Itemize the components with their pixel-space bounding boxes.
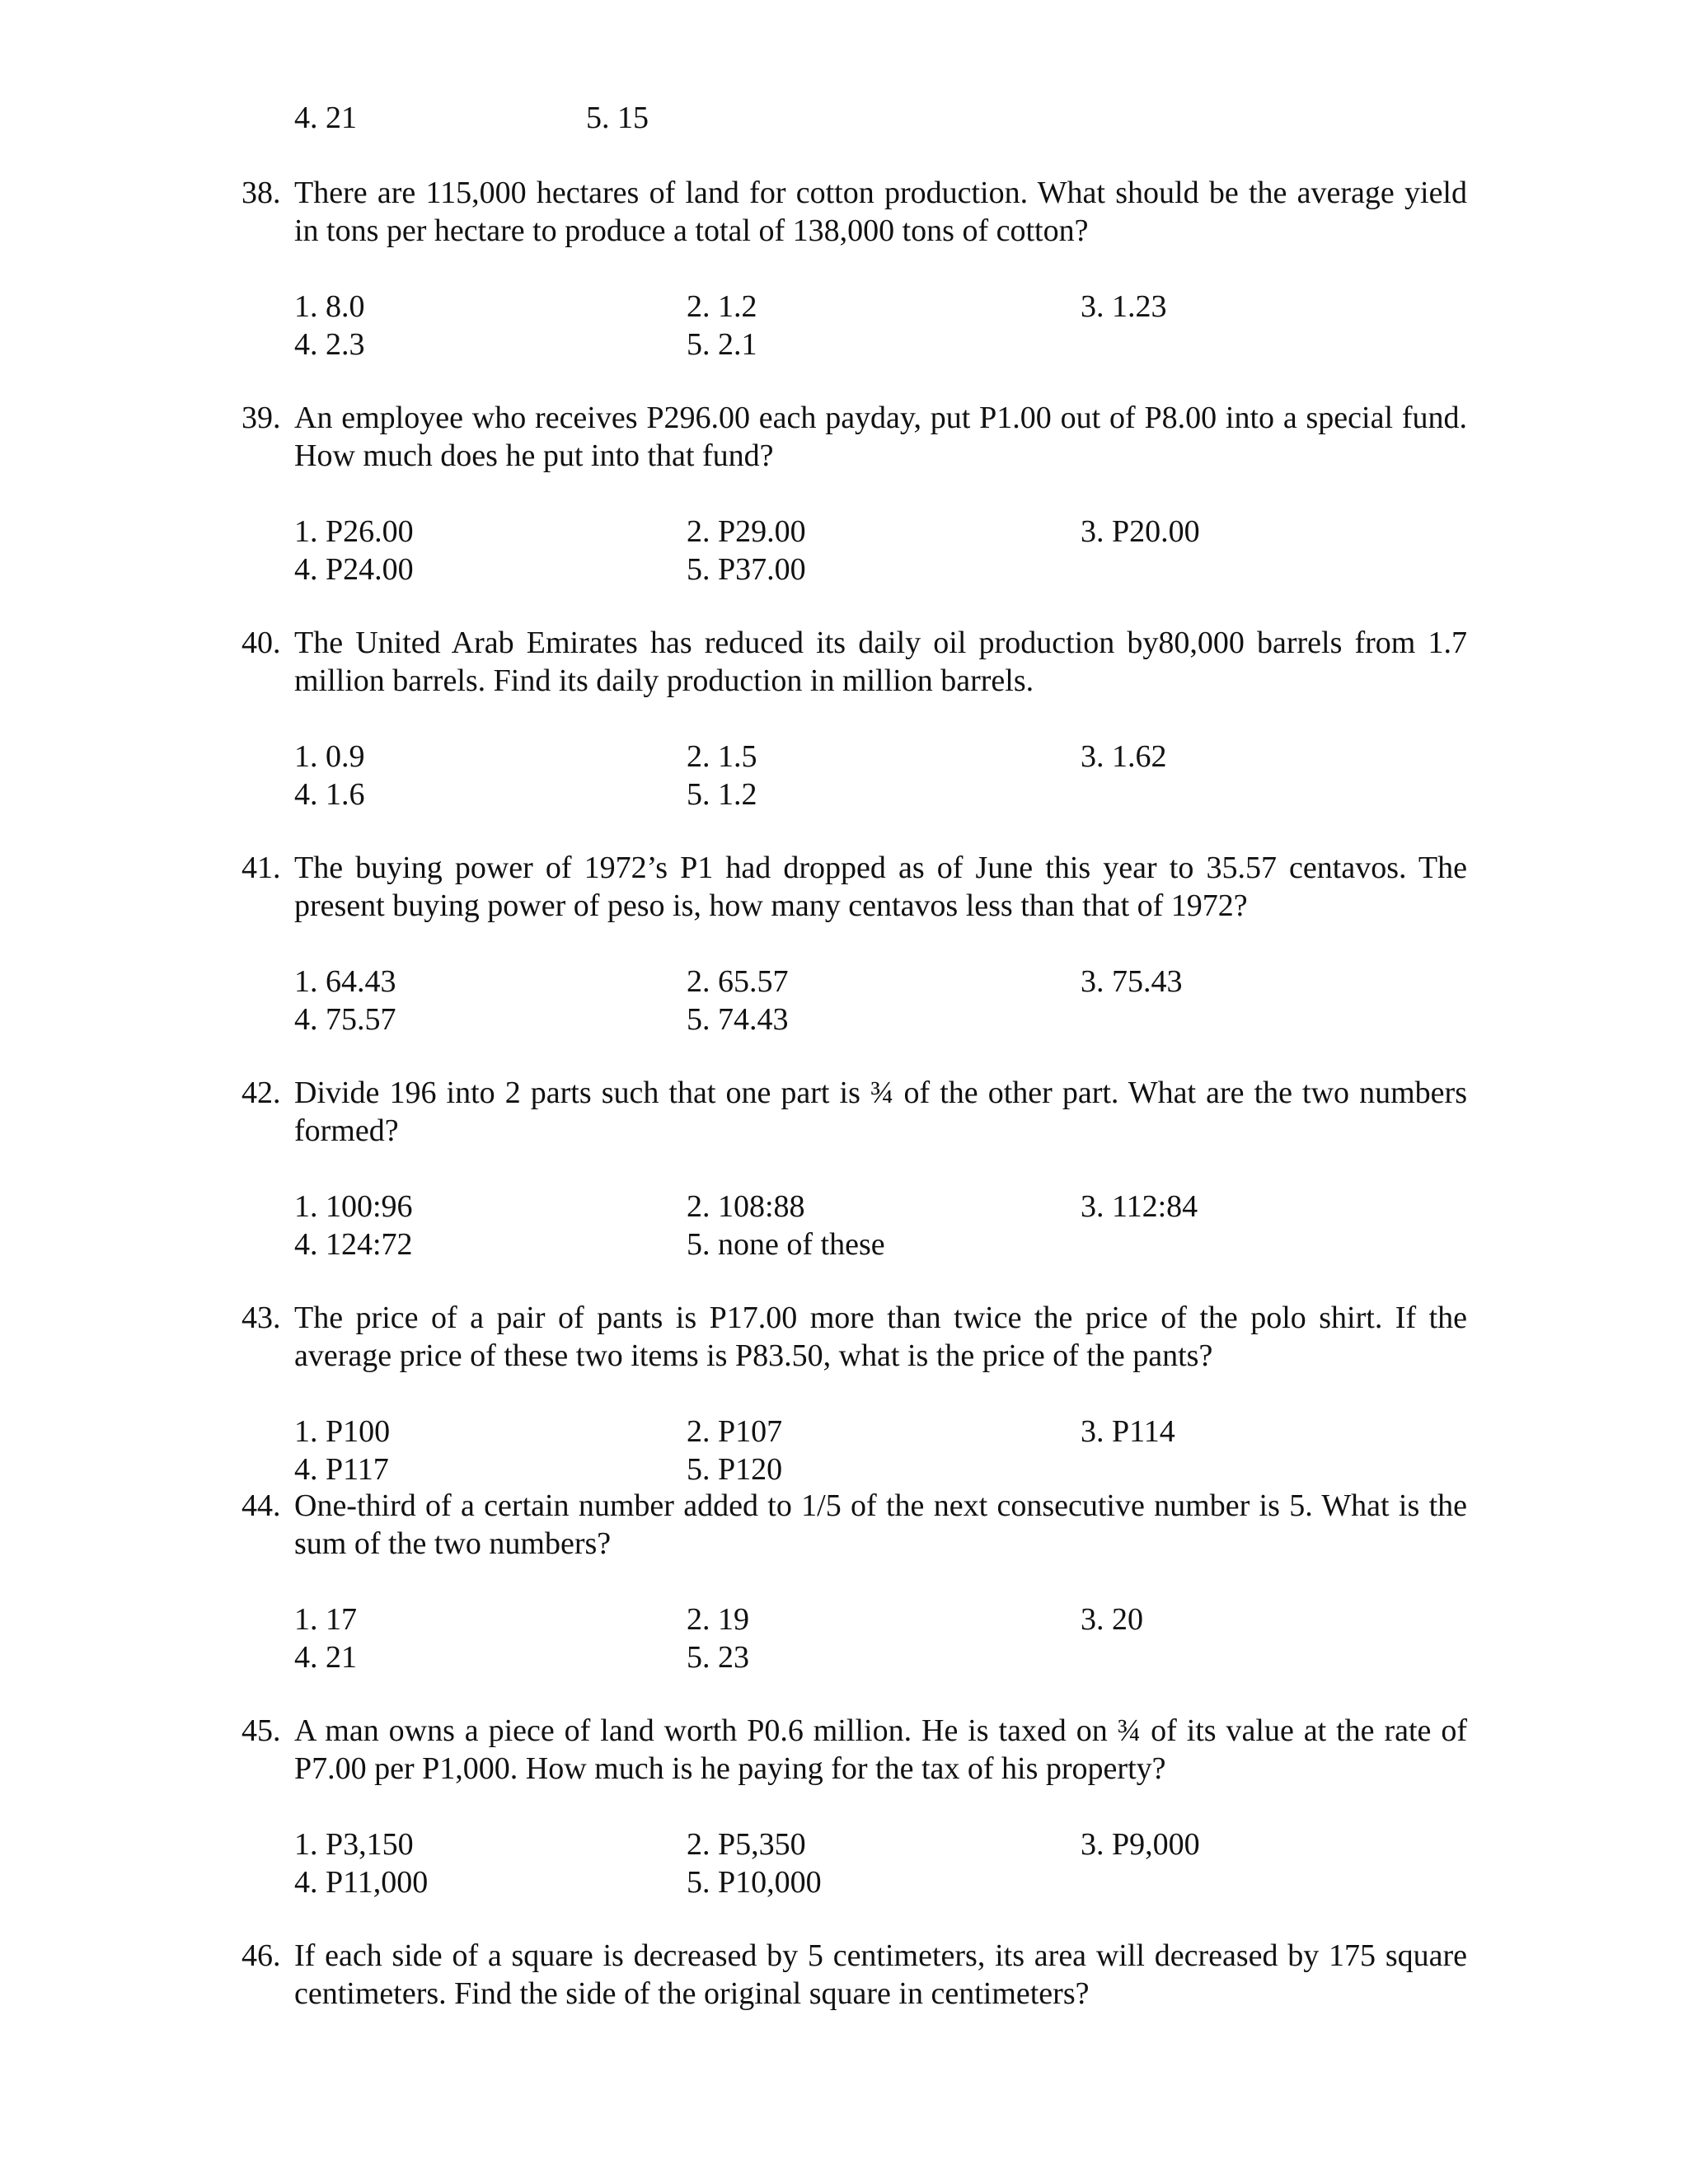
question-body: If each side of a square is decreased by 5 centimeters, its area will decreased by 175 square centimeters. Find the side of the original square in centimeters? [294, 1938, 1467, 2011]
choice-row [294, 1001, 1467, 1038]
choice: 3. P9,000 [1081, 1827, 1200, 1862]
choice: 5. none of these [687, 1227, 885, 1262]
question-text [241, 1487, 1467, 1563]
choice-row [294, 1825, 1467, 1863]
question-41 [241, 849, 1467, 1038]
choice: 5. 15 [586, 101, 649, 135]
choice-list [294, 288, 1467, 363]
choice: 5. 1.2 [687, 777, 757, 812]
choice-row [294, 1863, 1467, 1901]
choice: 4. 1.6 [294, 777, 365, 812]
choice: 1. 100:96 [294, 1189, 413, 1224]
question-text [241, 1937, 1467, 2013]
choice-row [294, 963, 1467, 1001]
choice-list [294, 963, 1467, 1038]
choice: 2. 65.57 [687, 964, 789, 999]
choice: 5. P37.00 [687, 552, 806, 587]
choice: 1. 64.43 [294, 964, 396, 999]
choice: 1. P100 [294, 1414, 391, 1449]
choice: 2. 108:88 [687, 1189, 805, 1224]
question-text [241, 624, 1467, 700]
question-40 [241, 624, 1467, 813]
choice: 4. 21 [294, 1640, 357, 1675]
choice: 3. 1.23 [1081, 289, 1167, 324]
choice: 3. 1.62 [1081, 739, 1167, 774]
choice: 4. P24.00 [294, 552, 414, 587]
choice: 5. 2.1 [687, 327, 757, 362]
question-text [241, 174, 1467, 250]
question-number: 45. [241, 1713, 281, 1748]
choice-row [294, 99, 1467, 137]
choice-row [294, 326, 1467, 363]
question-body: One-third of a certain number added to 1/5 of the next consecutive number is 5. What is the sum of the two numbers? [294, 1488, 1467, 1561]
choice: 2. 1.2 [687, 289, 757, 324]
question-number: 38. [241, 176, 281, 210]
choice-list [294, 1188, 1467, 1263]
choice-list [294, 1601, 1467, 1676]
choice-list [294, 738, 1467, 813]
choice-row [294, 551, 1467, 588]
question-text [241, 1299, 1467, 1375]
choice: 1. 8.0 [294, 289, 365, 324]
question-body: An employee who receives P296.00 each payday, put P1.00 out of P8.00 into a special fund. How much does he put into that fund? [294, 401, 1467, 473]
choice-row [294, 288, 1467, 326]
choice-row [294, 1638, 1467, 1676]
choice: 4. 124:72 [294, 1227, 413, 1262]
question-43 [241, 1299, 1467, 1488]
choice: 3. 20 [1081, 1602, 1143, 1637]
question-number: 46. [241, 1938, 281, 1973]
choice: 2. P5,350 [687, 1827, 806, 1862]
choice: 2. P29.00 [687, 514, 806, 549]
question-number: 39. [241, 401, 281, 435]
choice: 1. P26.00 [294, 514, 414, 549]
choice: 3. 75.43 [1081, 964, 1183, 999]
question-body: A man owns a piece of land worth P0.6 million. He is taxed on ¾ of its value at the rate of P7.00 per P1,000. How much is he paying for the tax of his property? [294, 1713, 1467, 1786]
question-number: 40. [241, 626, 281, 660]
choice-row [294, 776, 1467, 813]
question-number: 42. [241, 1076, 281, 1110]
choice: 4. P117 [294, 1452, 389, 1487]
question-text [241, 1712, 1467, 1788]
choice-row [294, 738, 1467, 776]
choice: 5. 23 [687, 1640, 749, 1675]
choice-row [294, 513, 1467, 551]
choice: 2. 19 [687, 1602, 749, 1637]
question-body: The buying power of 1972’s P1 had dropped as of June this year to 35.57 centavos. The present buying power of peso is, how many centavos less than that of 1972? [294, 851, 1467, 923]
question-46 [241, 1937, 1467, 2013]
choice-row [294, 1226, 1467, 1263]
choice-list [294, 1825, 1467, 1901]
choice: 1. 0.9 [294, 739, 365, 774]
choice: 2. 1.5 [687, 739, 757, 774]
question-38 [241, 174, 1467, 363]
question-45 [241, 1712, 1467, 1901]
question-body: There are 115,000 hectares of land for cotton production. What should be the average yield in tons per hectare to produce a total of 138,000 tons of cotton? [294, 176, 1467, 248]
question-44 [241, 1487, 1467, 1676]
choice: 5. P120 [687, 1452, 783, 1487]
question-body: The United Arab Emirates has reduced its daily oil production by80,000 barrels from 1.7 million barrels. Find its daily production in million barrels. [294, 626, 1467, 698]
question-42 [241, 1074, 1467, 1263]
choice: 3. 112:84 [1081, 1189, 1198, 1224]
question-text [241, 399, 1467, 475]
question-text [241, 849, 1467, 925]
choice: 1. P3,150 [294, 1827, 414, 1862]
question-number: 41. [241, 851, 281, 885]
choice-row [294, 1188, 1467, 1226]
choice: 3. P114 [1081, 1414, 1175, 1449]
question-body: The price of a pair of pants is P17.00 more than twice the price of the polo shirt. If the average price of these two items is P83.50, what is the price of the pants? [294, 1301, 1467, 1373]
choice: 4. 2.3 [294, 327, 365, 362]
choice: 4. P11,000 [294, 1865, 429, 1900]
choice-row [294, 1413, 1467, 1451]
choice: 3. P20.00 [1081, 514, 1200, 549]
question-number: 44. [241, 1488, 281, 1523]
choice-list [294, 99, 1467, 137]
choice-list [294, 1413, 1467, 1488]
question-body: Divide 196 into 2 parts such that one part is ¾ of the other part. What are the two numbers formed? [294, 1076, 1467, 1148]
choice: 2. P107 [687, 1414, 783, 1449]
choice-row [294, 1601, 1467, 1638]
choice: 5. 74.43 [687, 1002, 789, 1037]
choice: 4. 21 [294, 101, 357, 135]
choice: 5. P10,000 [687, 1865, 822, 1900]
choice-list [294, 513, 1467, 588]
carryover-choices [241, 99, 1467, 137]
choice: 1. 17 [294, 1602, 357, 1637]
choice: 4. 75.57 [294, 1002, 396, 1037]
question-text [241, 1074, 1467, 1150]
question-number: 43. [241, 1301, 281, 1335]
choice-row [294, 1451, 1467, 1488]
question-39 [241, 399, 1467, 588]
